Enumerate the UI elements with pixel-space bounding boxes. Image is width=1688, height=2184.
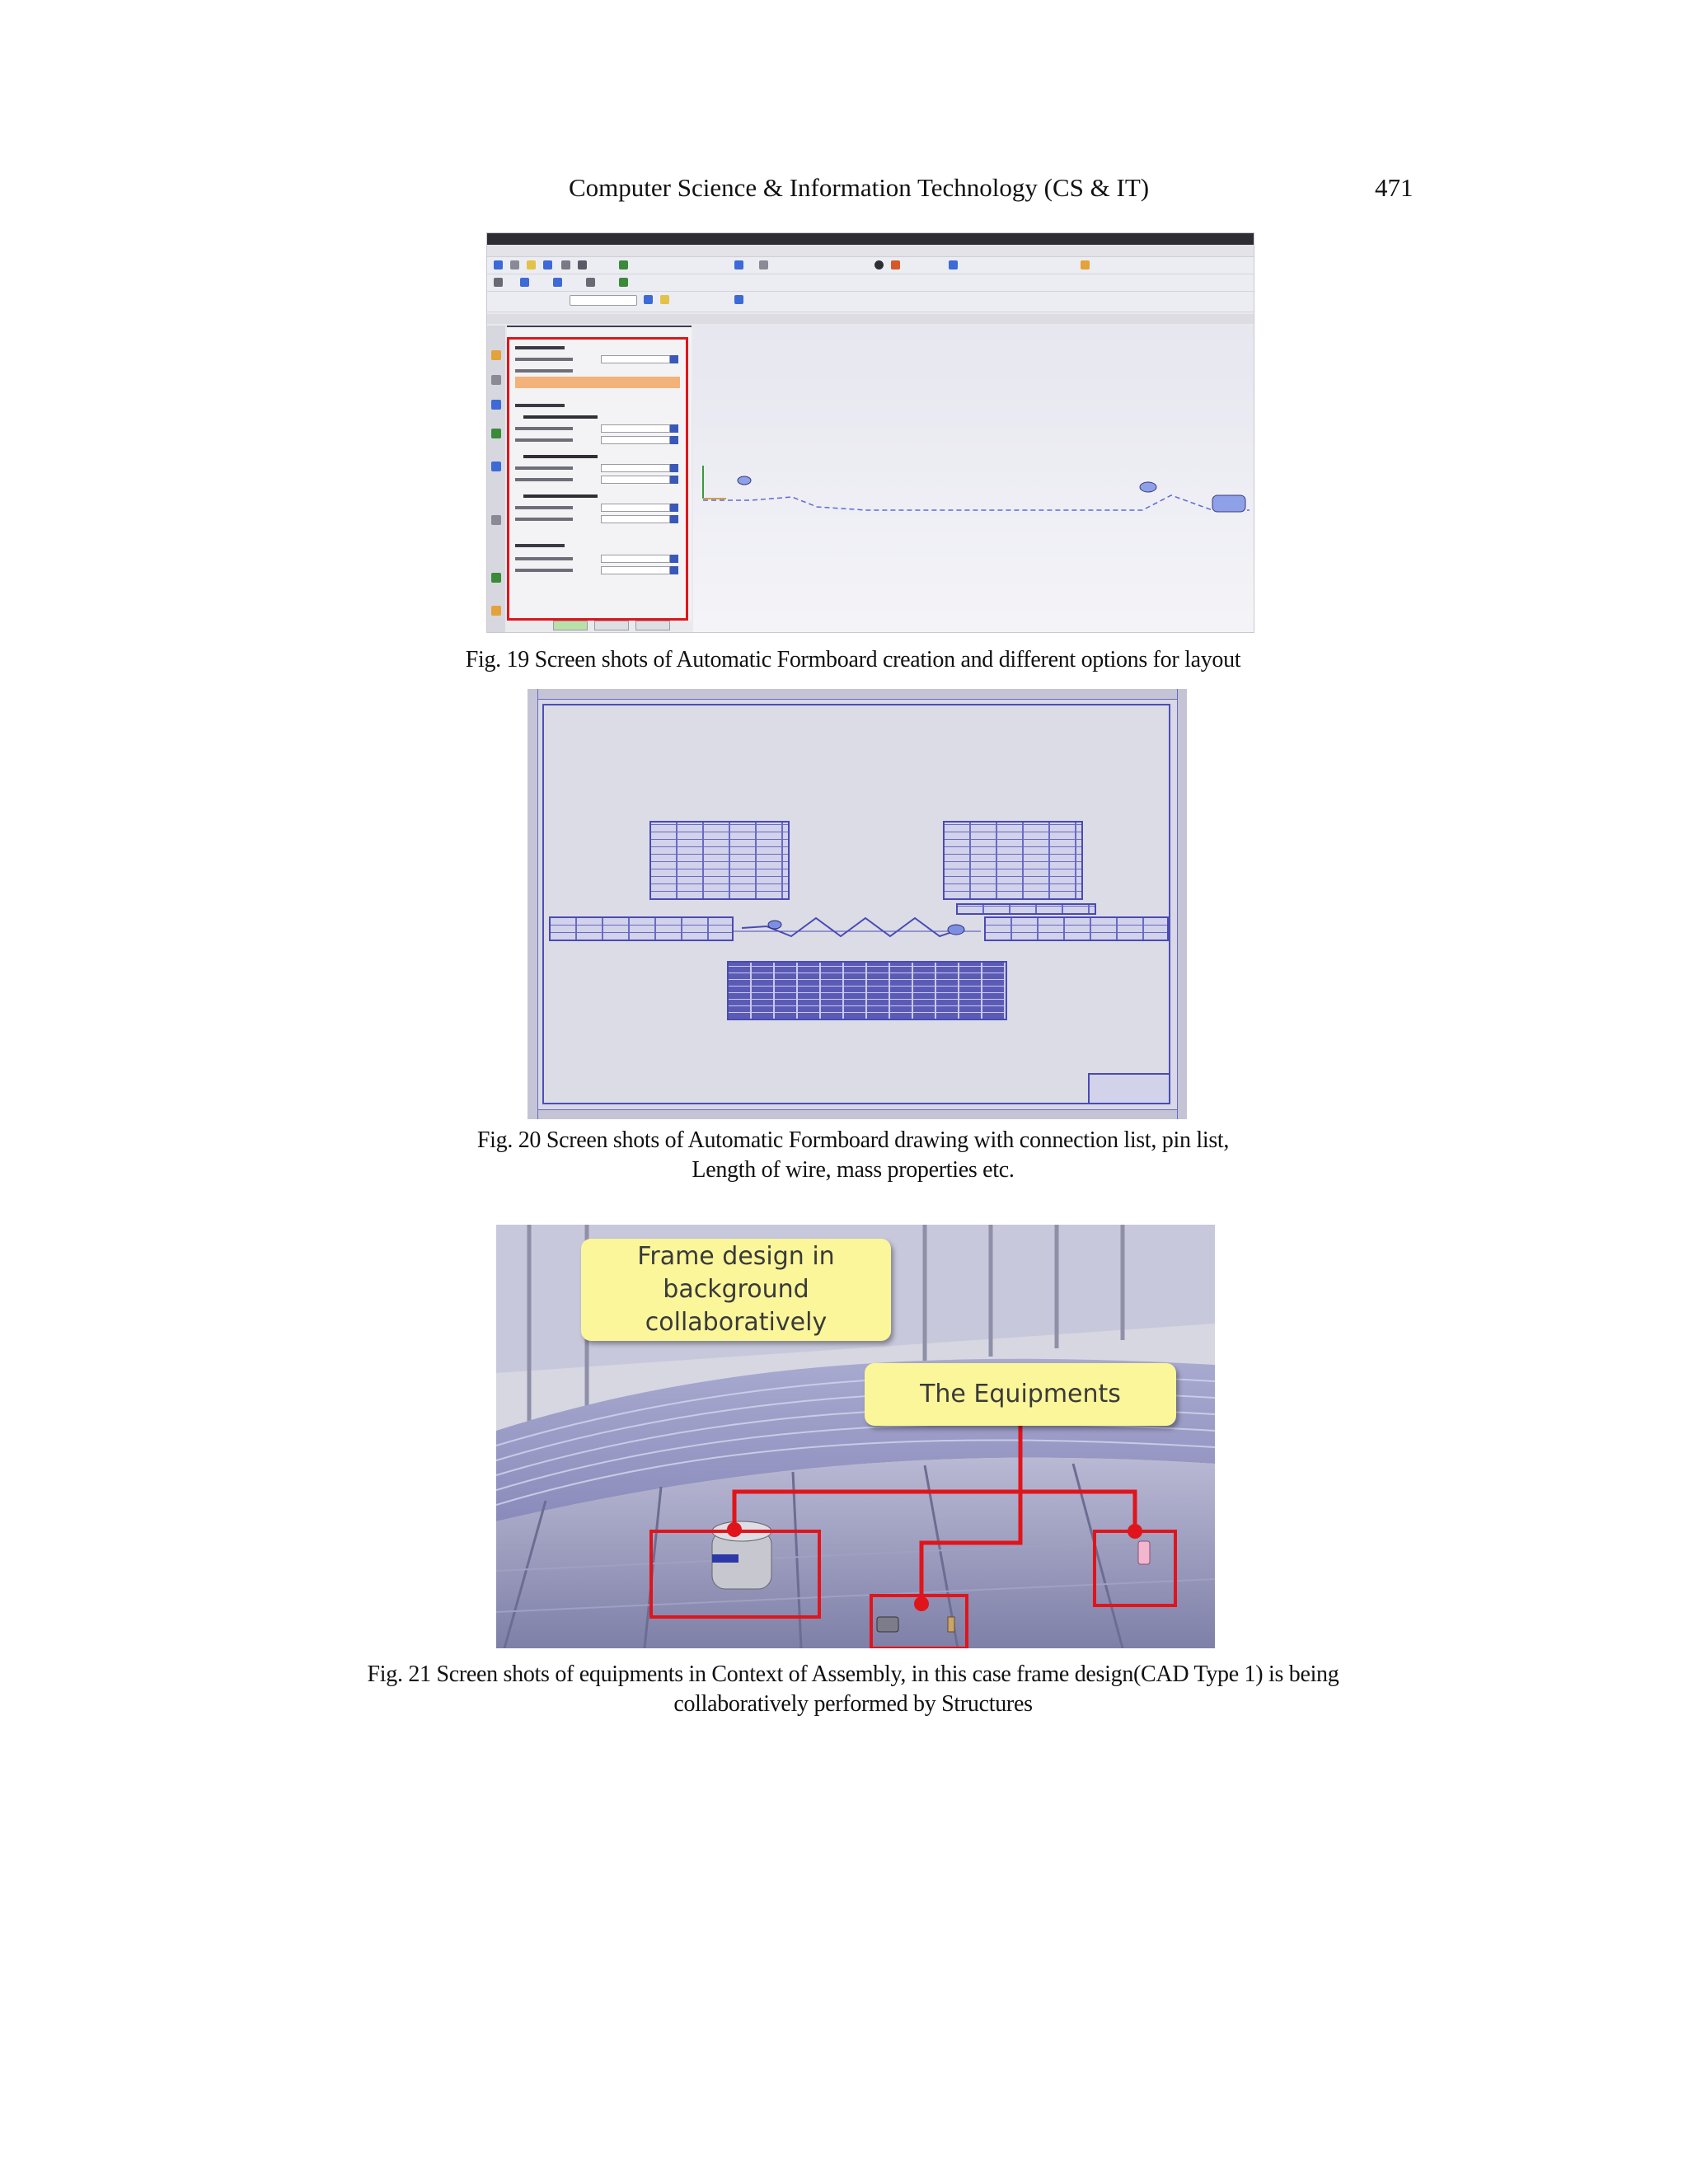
toolbar-icon xyxy=(874,260,884,269)
toolbar-icon xyxy=(759,260,768,269)
selection-prompt-bar xyxy=(487,314,1254,324)
figure-21-assembly-view xyxy=(496,1225,1215,1648)
resource-icon xyxy=(491,573,501,583)
equipments-callout: The Equipments xyxy=(865,1363,1176,1426)
toolbar-icon xyxy=(527,260,536,269)
toolbar-icon xyxy=(660,295,669,304)
toolbar-icon xyxy=(644,295,653,304)
drawing-ruler-bottom xyxy=(528,1109,1187,1119)
resource-icon xyxy=(491,462,501,471)
cad-menu-bar xyxy=(487,245,1254,257)
toolbar-icon xyxy=(619,260,628,269)
toolbar-icon xyxy=(1081,260,1090,269)
filter-dropdown xyxy=(570,295,637,306)
toolbar-icon xyxy=(578,260,587,269)
resource-icon xyxy=(491,515,501,525)
cad-toolbar-2 xyxy=(487,274,1254,292)
drawing-ruler-left xyxy=(528,689,538,1119)
toolbar-icon xyxy=(734,260,743,269)
wire-length-table xyxy=(727,961,1007,1020)
toolbar-icon xyxy=(494,260,503,269)
figure-19-screenshot xyxy=(486,232,1254,633)
toolbar-icon xyxy=(510,260,519,269)
figure-20-caption-line1: Fig. 20 Screen shots of Automatic Formboard drawing with connection list, pin list, xyxy=(476,1127,1230,1153)
left-list-table xyxy=(549,916,734,941)
resource-icon xyxy=(491,375,501,385)
resource-icon xyxy=(491,606,501,616)
cad-filter-bar xyxy=(487,292,1254,312)
cancel-button xyxy=(635,621,670,630)
toolbar-icon xyxy=(553,278,562,287)
resource-bar xyxy=(487,326,505,632)
toolbar-icon xyxy=(494,278,503,287)
toolbar-icon xyxy=(619,278,628,287)
formboard-harness xyxy=(734,912,981,944)
drawing-sheet xyxy=(542,704,1170,1104)
page-number: 471 xyxy=(1375,173,1414,202)
toolbar-icon xyxy=(586,278,595,287)
resource-icon xyxy=(491,429,501,438)
toolbar-icon xyxy=(543,260,552,269)
ok-button xyxy=(553,621,588,630)
frame-callout-line-3: collaboratively xyxy=(645,1308,828,1337)
apply-button xyxy=(594,621,629,630)
pin-list-table xyxy=(943,821,1083,900)
figure-20-drawing xyxy=(528,689,1187,1119)
figure-19-caption: Fig. 19 Screen shots of Automatic Formboard creation and different options for layout xyxy=(465,647,1241,673)
toolbar-icon xyxy=(520,278,529,287)
highlight-frame xyxy=(507,337,688,621)
formboard-wire-path xyxy=(693,326,1254,632)
toolbar-icon xyxy=(891,260,900,269)
cad-toolbar-1 xyxy=(487,257,1254,274)
toolbar-icon xyxy=(734,295,743,304)
figure-20-caption-line2: Length of wire, mass properties etc. xyxy=(692,1157,1015,1183)
equipment-pink-unit xyxy=(1138,1541,1150,1564)
drawing-ruler-top xyxy=(528,689,1187,700)
figure-21-caption-line1: Fig. 21 Screen shots of equipments in Context of Assembly, in this case frame design(CAD Type 1) is being xyxy=(367,1661,1339,1687)
resource-icon xyxy=(491,350,501,360)
frame-callout-line-2: background xyxy=(663,1275,809,1304)
drawing-title-block xyxy=(1088,1073,1170,1104)
cad-window-titlebar xyxy=(487,233,1254,245)
running-header: Computer Science & Information Technology (CS & IT) xyxy=(569,173,1150,202)
frame-callout-line-1: Frame design in xyxy=(637,1242,835,1271)
connection-list-table xyxy=(649,821,790,900)
frame-design-callout xyxy=(581,1239,891,1341)
resource-icon xyxy=(491,400,501,410)
figure-21-caption-line2: collaboratively performed by Structures xyxy=(673,1691,1033,1717)
cad-graphics-viewport xyxy=(693,326,1254,632)
toolbar-icon xyxy=(561,260,570,269)
drawing-ruler-right xyxy=(1177,689,1187,1119)
toolbar-icon xyxy=(949,260,958,269)
right-list-table xyxy=(984,916,1169,941)
